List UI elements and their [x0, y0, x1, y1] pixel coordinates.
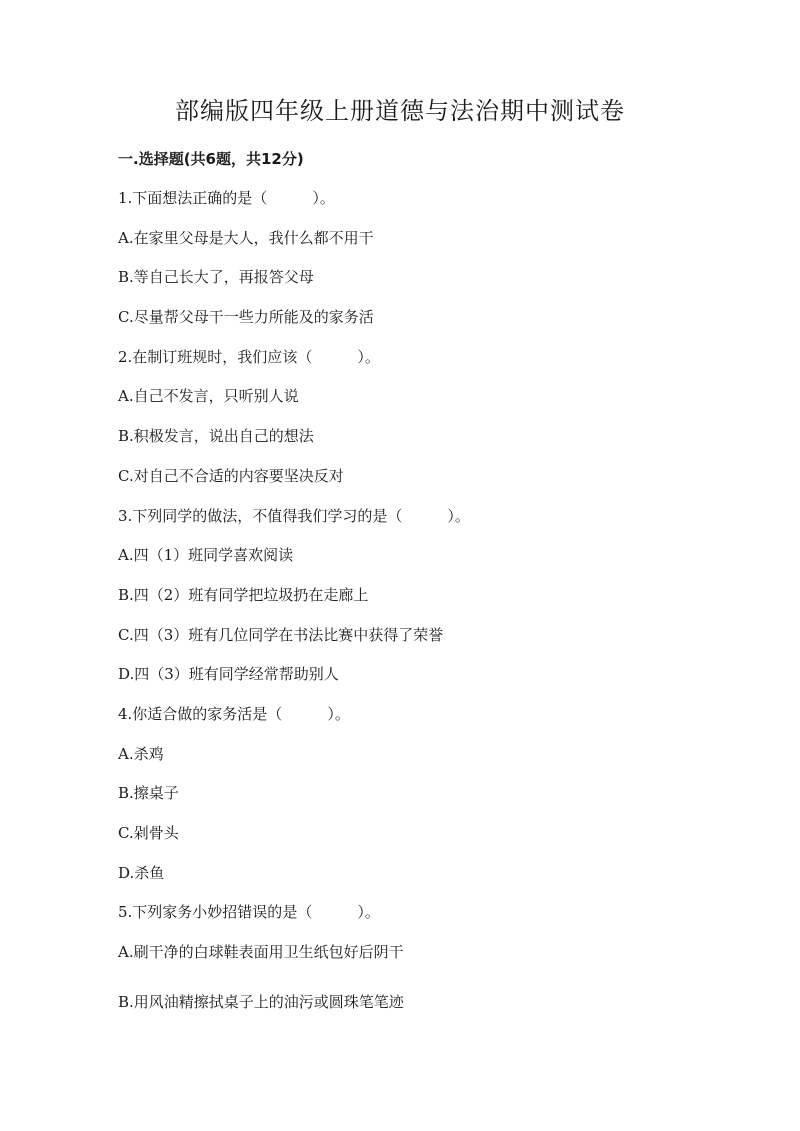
question-2-stem: 2.在制订班规时，我们应该（ ）。 [118, 348, 380, 366]
question-4-option-b: B.擦桌子 [118, 784, 179, 802]
question-2-option-c: C.对自己不合适的内容要坚决反对 [118, 467, 344, 485]
question-3-stem: 3.下列同学的做法，不值得我们学习的是（ ）。 [118, 507, 470, 525]
question-4-option-c: C.剁骨头 [118, 824, 179, 842]
question-4-option-a: A.杀鸡 [118, 745, 164, 763]
question-1-option-c: C.尽量帮父母干一些力所能及的家务活 [118, 308, 374, 326]
document-title: 部编版四年级上册道德与法治期中测试卷 [175, 97, 625, 125]
question-1-option-b: B.等自己长大了，再报答父母 [118, 268, 314, 286]
question-3-option-c: C.四（3）班有几位同学在书法比赛中获得了荣誉 [118, 626, 444, 644]
question-1-stem: 1.下面想法正确的是（ ）。 [118, 189, 335, 207]
section-heading: 一.选择题(共6题，共12分) [118, 150, 304, 168]
question-5-option-b: B.用风油精擦拭桌子上的油污或圆珠笔笔迹 [118, 993, 404, 1011]
question-1-option-a: A.在家里父母是大人，我什么都不用干 [118, 229, 374, 247]
question-5-stem: 5.下列家务小妙招错误的是（ ）。 [118, 903, 380, 921]
question-3-option-b: B.四（2）班有同学把垃圾扔在走廊上 [118, 586, 369, 604]
question-3-option-a: A.四（1）班同学喜欢阅读 [118, 546, 294, 564]
question-4-option-d: D.杀鱼 [118, 864, 165, 882]
question-2-option-b: B.积极发言，说出自己的想法 [118, 427, 314, 445]
question-3-option-d: D.四（3）班有同学经常帮助别人 [118, 665, 339, 683]
question-4-stem: 4.你适合做的家务活是（ ）。 [118, 705, 350, 723]
question-2-option-a: A.自己不发言，只听别人说 [118, 387, 299, 405]
question-5-option-a: A.刷干净的白球鞋表面用卫生纸包好后阴干 [118, 943, 404, 961]
